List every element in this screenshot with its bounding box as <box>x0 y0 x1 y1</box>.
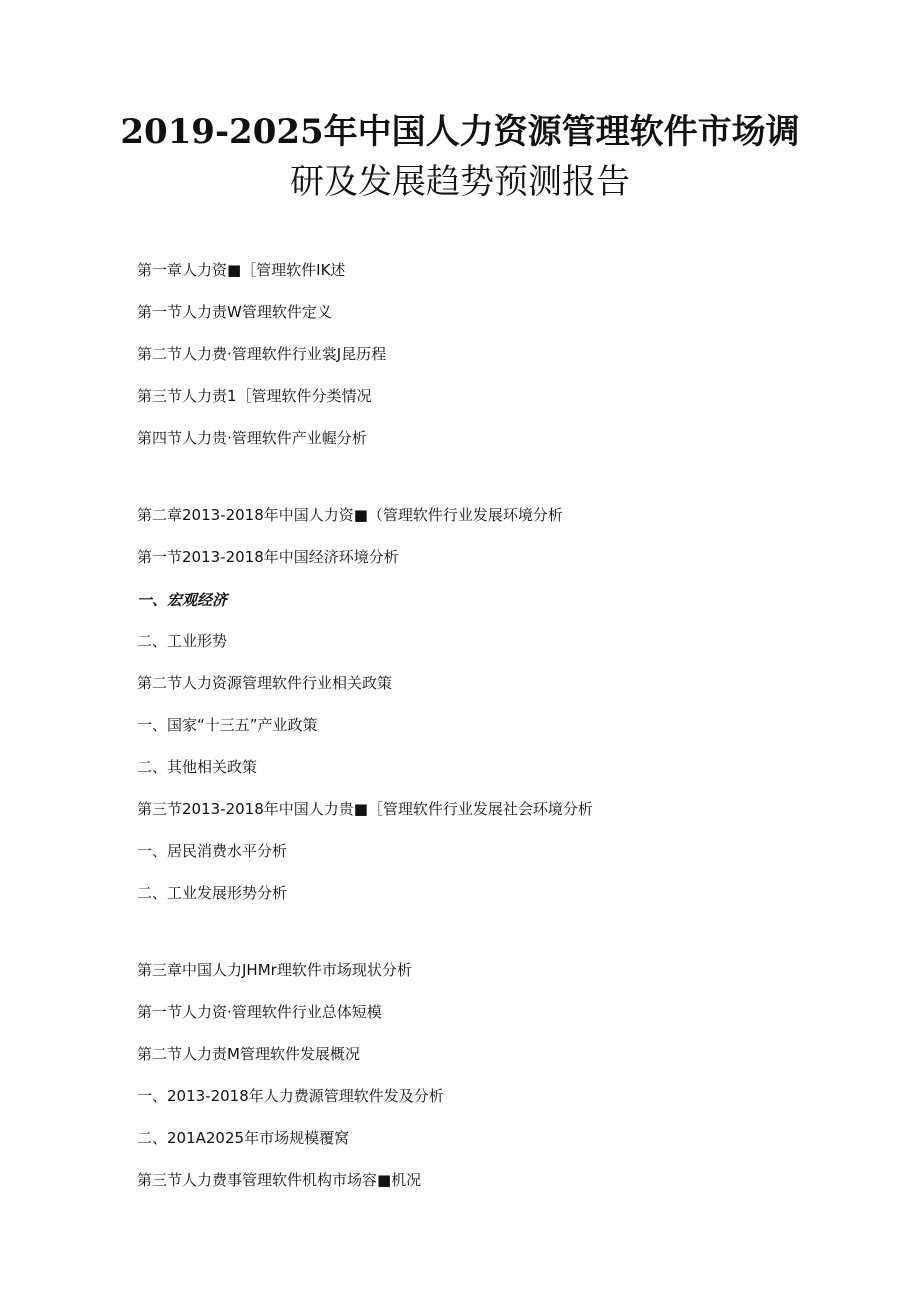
toc-item: 二、201A2025年市场规模覆窝 <box>137 1129 350 1147</box>
toc-item: 第三节人力责1［管理软件分类情况 <box>137 387 372 405</box>
toc-item: 第二节人力费·管理软件行业裳J昆历程 <box>137 345 387 363</box>
document-title-line-2: 研及发展趋势预测报告 <box>290 162 630 202</box>
toc-item: 二、其他相关政策 <box>137 758 258 776</box>
toc-item: 第二节人力责M管理软件发展概况 <box>137 1045 360 1063</box>
chapter-3-heading: 第三章中国人力JHMr理软件市场现状分析 <box>137 961 412 979</box>
toc-item: 一、居民消费水平分析 <box>137 842 288 860</box>
toc-item: 一、国家“十三五”产业政策 <box>137 716 318 734</box>
chapter-2-heading: 第二章2013-2018年中国人力资■（管理软件行业发展环境分析 <box>137 506 563 524</box>
chapter-1-heading: 第一章人力资■［管理软件IK述 <box>137 261 346 279</box>
toc-item: 二、工业形势 <box>137 632 228 650</box>
toc-item: 第四节人力贵·管理软件产业幄分析 <box>137 429 367 447</box>
toc-item: 第三节人力费事管理软件机构市场容■机况 <box>137 1171 422 1189</box>
toc-item: 第三节2013-2018年中国人力贵■［管理软件行业发展社会环境分析 <box>137 800 593 818</box>
toc-item: 一、宏观经济 <box>137 591 228 609</box>
document-title-line-1: 2019-2025年中国人力资源管理软件市场调 <box>120 112 800 152</box>
toc-item: 一、2013-2018年人力费源管理软件发及分析 <box>137 1087 444 1105</box>
toc-item: 第一节人力资·管理软件行业总体短模 <box>137 1003 382 1021</box>
toc-item: 第一节人力责W管理软件定义 <box>137 303 332 321</box>
toc-item: 二、工业发展形势分析 <box>137 884 288 902</box>
toc-item: 第一节2013-2018年中国经济环境分析 <box>137 548 399 566</box>
toc-item: 第二节人力资源管理软件行业相关政策 <box>137 674 393 692</box>
